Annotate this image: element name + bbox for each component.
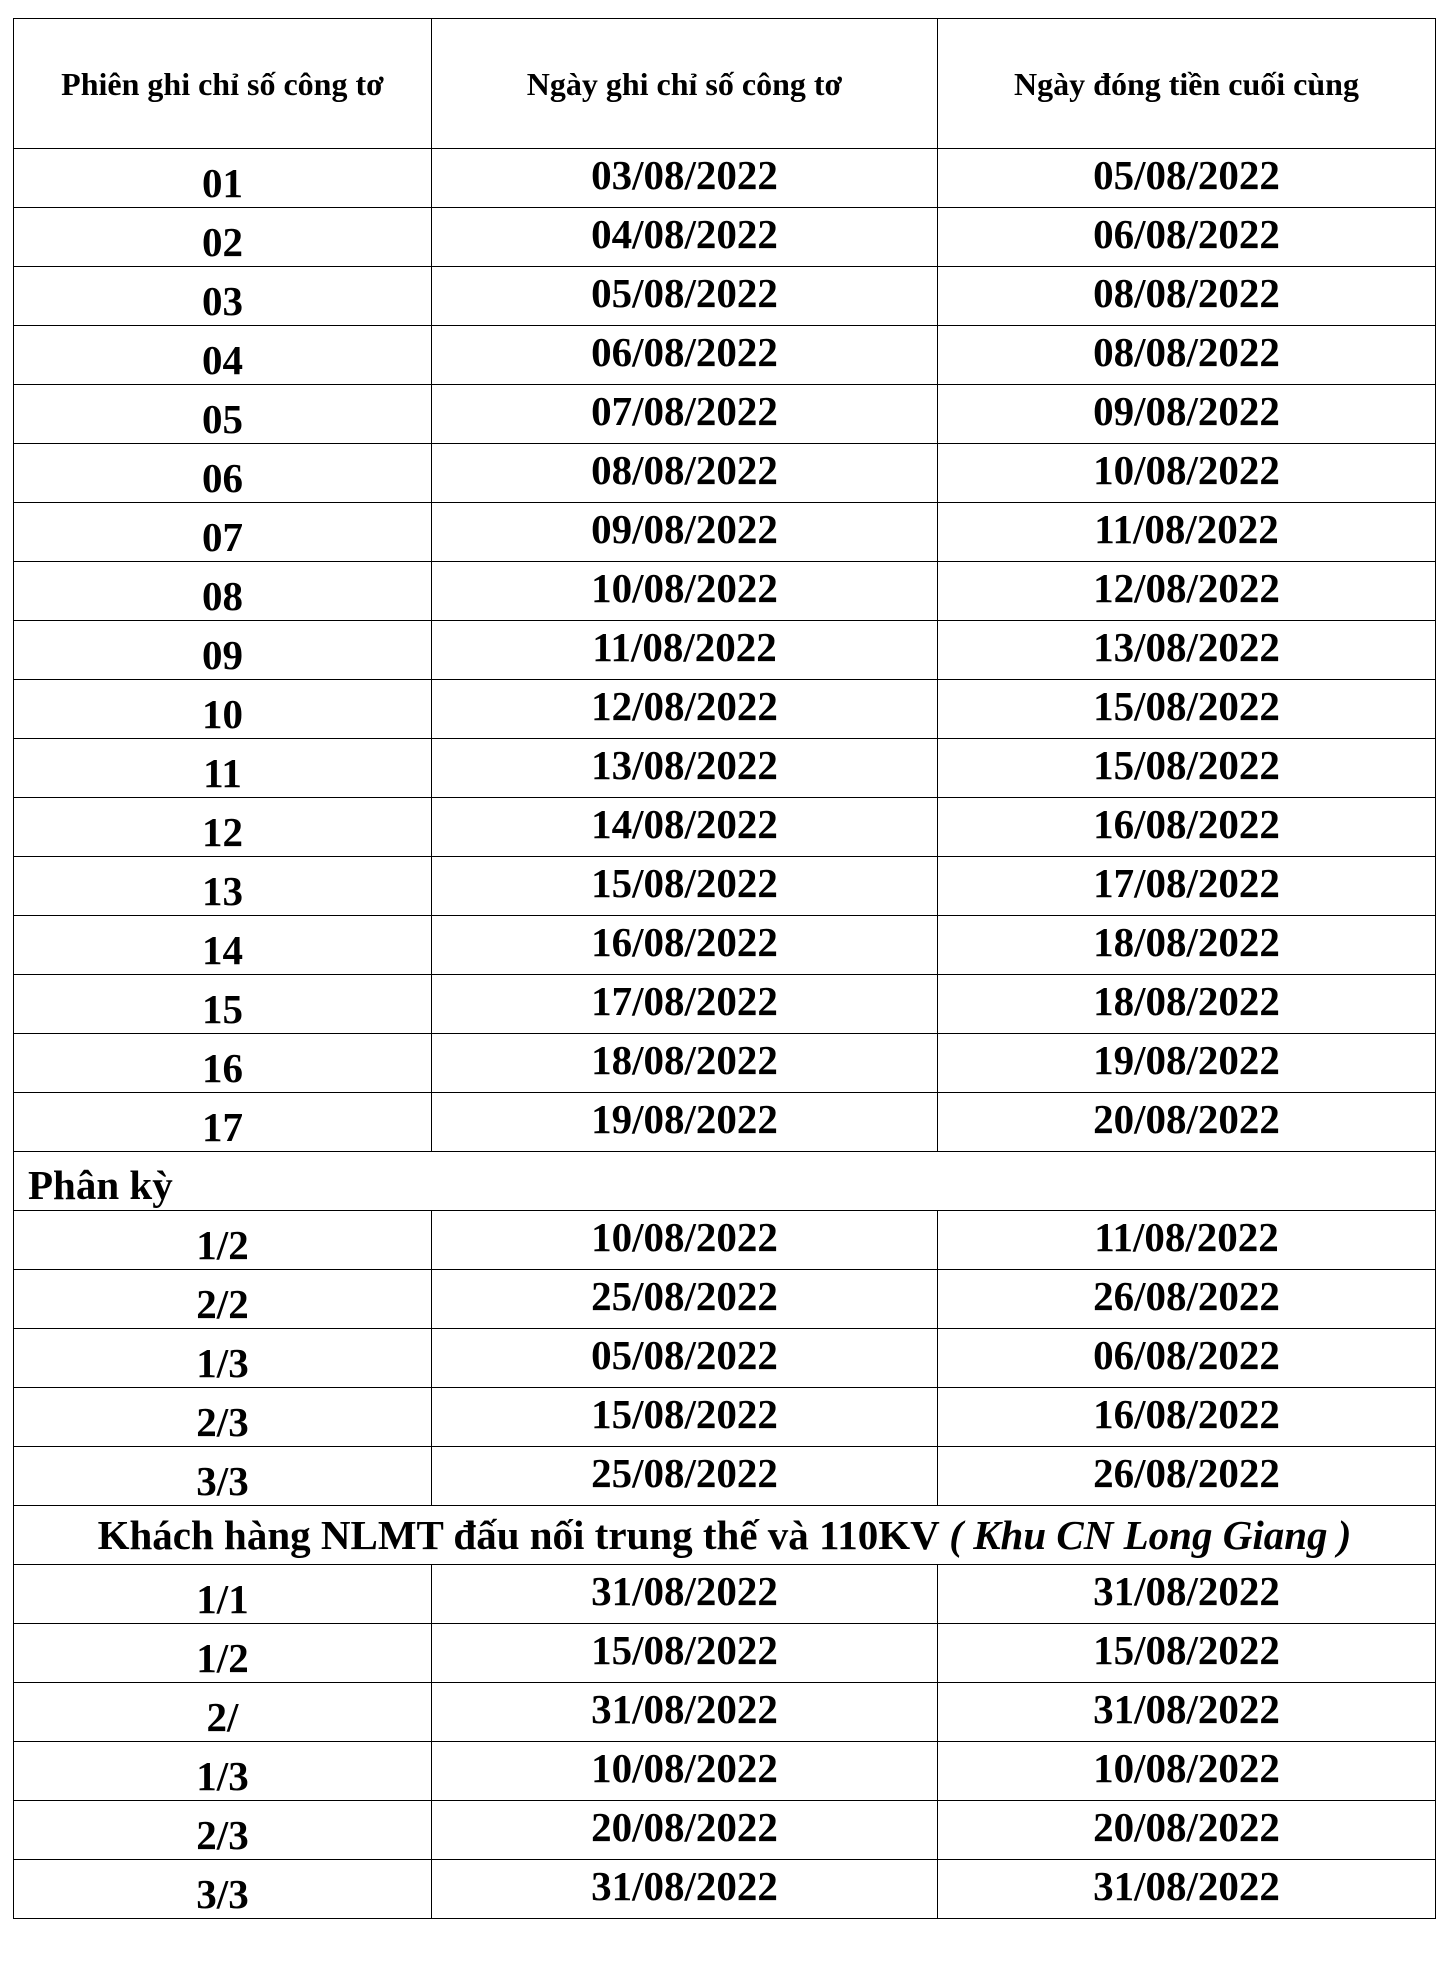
cell-due-date: 06/08/2022	[938, 208, 1436, 267]
cell-due-date: 19/08/2022	[938, 1034, 1436, 1093]
table-row	[14, 1329, 1436, 1388]
cell-due-date: 10/08/2022	[938, 444, 1436, 503]
cell-record-date: 13/08/2022	[432, 739, 938, 798]
cell-record-date: 20/08/2022	[432, 1801, 938, 1860]
cell-record-date: 10/08/2022	[432, 1211, 938, 1270]
cell-session: 12	[14, 798, 432, 857]
cell-session: 2/3	[14, 1801, 432, 1860]
cell-due-date: 08/08/2022	[938, 326, 1436, 385]
table-row	[14, 621, 1436, 680]
cell-record-date: 17/08/2022	[432, 975, 938, 1034]
cell-session: 04	[14, 326, 432, 385]
cell-due-date: 18/08/2022	[938, 916, 1436, 975]
cell-record-date: 15/08/2022	[432, 1388, 938, 1447]
section-title-nlmt-location: ( Khu CN Long Giang )	[949, 1511, 1352, 1558]
section-phan-ky	[14, 1152, 1436, 1211]
cell-record-date: 31/08/2022	[432, 1565, 938, 1624]
cell-session: 1/1	[14, 1565, 432, 1624]
cell-record-date: 05/08/2022	[432, 1329, 938, 1388]
cell-due-date: 26/08/2022	[938, 1447, 1436, 1506]
cell-session: 17	[14, 1093, 432, 1152]
cell-record-date: 18/08/2022	[432, 1034, 938, 1093]
cell-record-date: 09/08/2022	[432, 503, 938, 562]
cell-record-date: 31/08/2022	[432, 1683, 938, 1742]
cell-session: 1/2	[14, 1211, 432, 1270]
cell-session: 1/2	[14, 1624, 432, 1683]
section-nlmt	[14, 1506, 1436, 1565]
cell-session: 02	[14, 208, 432, 267]
cell-due-date: 20/08/2022	[938, 1093, 1436, 1152]
table-row	[14, 208, 1436, 267]
cell-session: 3/3	[14, 1860, 432, 1919]
cell-session: 15	[14, 975, 432, 1034]
cell-due-date: 05/08/2022	[938, 149, 1436, 208]
cell-record-date: 14/08/2022	[432, 798, 938, 857]
table-row	[14, 562, 1436, 621]
section-title-phan-ky: Phân kỳ	[14, 1152, 1436, 1211]
table-row	[14, 739, 1436, 798]
header-session: Phiên ghi chỉ số công tơ	[14, 19, 432, 149]
cell-due-date: 06/08/2022	[938, 1329, 1436, 1388]
cell-record-date: 12/08/2022	[432, 680, 938, 739]
cell-due-date: 17/08/2022	[938, 857, 1436, 916]
cell-record-date: 04/08/2022	[432, 208, 938, 267]
table-header-row	[14, 19, 1436, 149]
cell-due-date: 15/08/2022	[938, 680, 1436, 739]
cell-session: 1/3	[14, 1742, 432, 1801]
cell-due-date: 18/08/2022	[938, 975, 1436, 1034]
table-row	[14, 680, 1436, 739]
table-row	[14, 503, 1436, 562]
cell-session: 05	[14, 385, 432, 444]
table-row	[14, 1860, 1436, 1919]
cell-record-date: 10/08/2022	[432, 1742, 938, 1801]
table-row	[14, 857, 1436, 916]
cell-session: 16	[14, 1034, 432, 1093]
cell-session: 11	[14, 739, 432, 798]
cell-due-date: 16/08/2022	[938, 1388, 1436, 1447]
table-row	[14, 1093, 1436, 1152]
cell-record-date: 16/08/2022	[432, 916, 938, 975]
cell-record-date: 08/08/2022	[432, 444, 938, 503]
cell-due-date: 10/08/2022	[938, 1742, 1436, 1801]
cell-due-date: 08/08/2022	[938, 267, 1436, 326]
cell-record-date: 06/08/2022	[432, 326, 938, 385]
cell-due-date: 16/08/2022	[938, 798, 1436, 857]
cell-due-date: 11/08/2022	[938, 503, 1436, 562]
cell-record-date: 10/08/2022	[432, 562, 938, 621]
table-row	[14, 1034, 1436, 1093]
cell-due-date: 13/08/2022	[938, 621, 1436, 680]
cell-session: 3/3	[14, 1447, 432, 1506]
cell-session: 06	[14, 444, 432, 503]
cell-due-date: 11/08/2022	[938, 1211, 1436, 1270]
table-row	[14, 1565, 1436, 1624]
cell-due-date: 31/08/2022	[938, 1565, 1436, 1624]
cell-session: 03	[14, 267, 432, 326]
table-row	[14, 1447, 1436, 1506]
table-row	[14, 975, 1436, 1034]
table-row	[14, 326, 1436, 385]
table-row	[14, 916, 1436, 975]
cell-due-date: 09/08/2022	[938, 385, 1436, 444]
section-title-nlmt: Khách hàng NLMT đấu nối trung thế và 110KV ( Khu CN Long Giang )	[14, 1506, 1436, 1565]
cell-due-date: 31/08/2022	[938, 1683, 1436, 1742]
table-row	[14, 1801, 1436, 1860]
section-row-phan-ky	[14, 1152, 1436, 1211]
cell-record-date: 15/08/2022	[432, 857, 938, 916]
table-row	[14, 1624, 1436, 1683]
cell-record-date: 19/08/2022	[432, 1093, 938, 1152]
table-row	[14, 149, 1436, 208]
cell-session: 08	[14, 562, 432, 621]
header-record-date: Ngày ghi chỉ số công tơ	[432, 19, 938, 149]
cell-session: 13	[14, 857, 432, 916]
cell-session: 2/	[14, 1683, 432, 1742]
cell-record-date: 05/08/2022	[432, 267, 938, 326]
cell-session: 1/3	[14, 1329, 432, 1388]
cell-due-date: 31/08/2022	[938, 1860, 1436, 1919]
section-row-nlmt	[14, 1506, 1436, 1565]
cell-record-date: 25/08/2022	[432, 1270, 938, 1329]
table-row	[14, 385, 1436, 444]
cell-record-date: 11/08/2022	[432, 621, 938, 680]
table-row	[14, 267, 1436, 326]
table-row	[14, 1683, 1436, 1742]
cell-record-date: 07/08/2022	[432, 385, 938, 444]
cell-record-date: 03/08/2022	[432, 149, 938, 208]
nlmt-rows	[14, 1565, 1436, 1919]
cell-due-date: 20/08/2022	[938, 1801, 1436, 1860]
cell-due-date: 12/08/2022	[938, 562, 1436, 621]
cell-session: 14	[14, 916, 432, 975]
table-row	[14, 444, 1436, 503]
cell-due-date: 15/08/2022	[938, 1624, 1436, 1683]
cell-record-date: 25/08/2022	[432, 1447, 938, 1506]
cell-record-date: 15/08/2022	[432, 1624, 938, 1683]
main-rows	[14, 149, 1436, 1152]
cell-session: 10	[14, 680, 432, 739]
cell-session: 09	[14, 621, 432, 680]
cell-session: 01	[14, 149, 432, 208]
cell-session: 2/2	[14, 1270, 432, 1329]
phan-ky-rows	[14, 1211, 1436, 1506]
cell-session: 2/3	[14, 1388, 432, 1447]
table-row	[14, 1388, 1436, 1447]
table-row	[14, 798, 1436, 857]
header-due-date: Ngày đóng tiền cuối cùng	[938, 19, 1436, 149]
cell-due-date: 15/08/2022	[938, 739, 1436, 798]
cell-due-date: 26/08/2022	[938, 1270, 1436, 1329]
table-row	[14, 1270, 1436, 1329]
cell-session: 07	[14, 503, 432, 562]
meter-reading-schedule-table	[13, 18, 1436, 1919]
table-row	[14, 1742, 1436, 1801]
table-row	[14, 1211, 1436, 1270]
cell-record-date: 31/08/2022	[432, 1860, 938, 1919]
